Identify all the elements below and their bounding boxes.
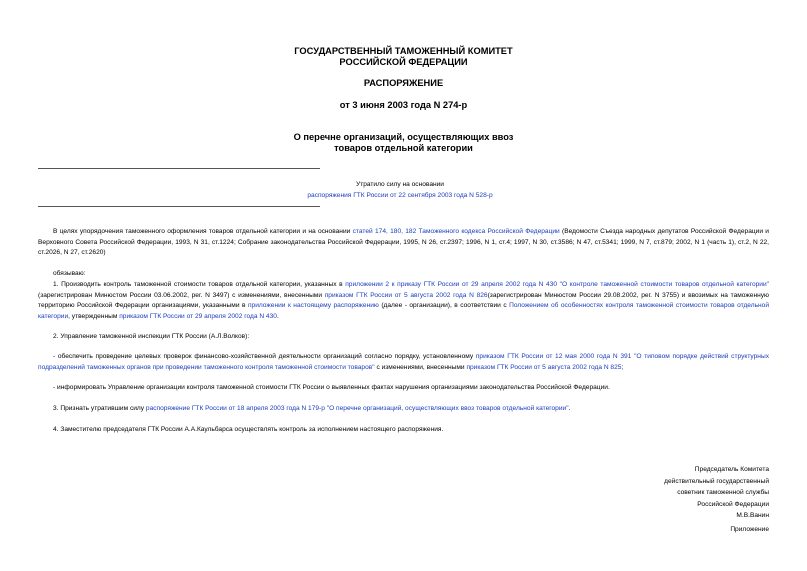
appendix-link[interactable]: приложении к настоящему распоряжению — [247, 302, 379, 310]
document-type: РАСПОРЯЖЕНИЕ — [363, 78, 444, 88]
status-text: Утратило силу на основании — [356, 181, 444, 188]
item-2a — [38, 352, 769, 373]
status-link[interactable]: распоряжения ГТК России от 22 сентября 2003 года N 528-р — [307, 192, 493, 199]
item-3 — [38, 404, 769, 415]
order-430-appendix-link[interactable]: приложении 2 к приказу ГТК России от 29 апреля 2002 года N 430 "О контроле таможенной стоимости товаров отдельной категории" — [345, 281, 769, 288]
item-3-text-2: . — [568, 405, 571, 412]
item-1-text-5: , утвержденным — [68, 312, 120, 320]
document-title — [0, 132, 807, 154]
order-430-link[interactable]: приказом ГТК России от 29 апреля 2002 года N 430 — [119, 312, 277, 320]
signature-line-3: советник таможенной службы — [677, 489, 769, 497]
intro-text-1: В целях упорядочения таможенного оформления товаров отдельной категории и на основании — [53, 228, 353, 235]
document-date: от 3 июня 2003 года N 274-р — [339, 100, 468, 110]
tk-articles-link[interactable]: статей 174, 180, 182 Таможенного кодекса Российской Федерации — [352, 228, 560, 235]
signature-block — [664, 464, 769, 522]
signature-line-4: Российской Федерации — [697, 500, 769, 508]
obliges-text: обязываю: — [53, 270, 86, 277]
signature-line-1: Председатель Комитета — [694, 466, 769, 473]
item-2a-text-1: - обеспечить проведение целевых проверок финансово-хозяйственной деятельности организаций согласно порядку, установленному — [53, 353, 476, 360]
order-391-link[interactable]: приказом ГТК России от 12 мая 2000 года N 391 "О типовом порядке действий структурных подразделений таможенных органов при проведении таможенного контроля таможенной стоимости товаров" — [38, 353, 769, 371]
issuing-authority — [0, 46, 807, 68]
item-1-text-3: (зарегистрирован Минюстом России 29.08.2002, рег. N 3755) и ввозимых на таможенную территорию Российской Федерации организациями, указанными в — [38, 291, 769, 310]
divider-top — [38, 168, 320, 169]
signature-line-2: действительный государственный — [664, 477, 769, 485]
authority-line-1: ГОСУДАРСТВЕННЫЙ ТАМОЖЕННЫЙ КОМИТЕТ — [294, 46, 513, 56]
authority-line-2: РОССИЙСКОЙ ФЕДЕРАЦИИ — [339, 57, 468, 67]
signature-name: М.В.Ванин — [736, 512, 769, 520]
item-2b: - информировать Управление организации контроля таможенной стоимости ГТК России о выявленных фактах нарушения организациями законодательства Российской Федерации. — [53, 384, 610, 391]
order-179r-link[interactable]: распоряжение ГТК России от 18 апреля 2003 года N 179-р "О перечне организаций, осуществляющих ввоз товаров отдельной категории" — [145, 405, 569, 412]
item-1 — [38, 280, 769, 322]
item-2a-text-2: с изменениями, внесенными — [374, 363, 467, 371]
regulation-link[interactable]: Положением об особенностях контроля таможенной стоимости товаров отдельной категории — [38, 302, 770, 320]
appendix-label: Приложение — [730, 526, 769, 533]
item-4: 4. Заместителю председателя ГТК России А.А.Каульбарса осуществлять контроль за исполнением настоящего распоряжения. — [53, 426, 444, 433]
item-1-text-4: (далее - организации), в соответствии с — [378, 302, 510, 310]
item-1-text-6: . — [276, 312, 279, 320]
status-note — [280, 179, 520, 201]
item-1-text-1: 1. Производить контроль таможенной стоимости товаров отдельной категории, указанных в — [53, 281, 346, 288]
divider-bottom — [38, 206, 320, 207]
item-3-text-1: 3. Признать утратившим силу — [53, 405, 146, 412]
item-2a-text-3: ; — [621, 363, 624, 371]
intro-paragraph — [38, 227, 769, 259]
intro-text-2: (Ведомости Съезда народных депутатов Российской Федерации и Верховного Совета Российской Федерации, 1993, N 31, ст.1224; Собрание законодательства Российской Федерации, 1995, N 26, ст.2397; 1996, N 1, ст.4; 1997, N 30, ст.3586; N 47, ст.5341; 1999, N 7, ст.879; 2002, N 1 (часть 1), ст.2, N 22, ст.2026, N 27, ст.2620) — [38, 228, 769, 257]
order-826-link[interactable]: приказом ГТК России от 5 августа 2002 года N 826 — [324, 291, 488, 299]
item-2: 2. Управление таможенной инспекции ГТК России (А.Л.Волков): — [53, 333, 250, 340]
item-1-text-2: (зарегистрирован Минюстом России 03.06.2002, рег. N 3497) с изменениями, внесенными — [38, 291, 325, 299]
title-line-1: О перечне организаций, осуществляющих ввоз — [293, 132, 514, 142]
order-825-link[interactable]: приказом ГТК России от 5 августа 2002 года N 825 — [466, 363, 622, 371]
title-line-2: товаров отдельной категории — [334, 143, 473, 153]
